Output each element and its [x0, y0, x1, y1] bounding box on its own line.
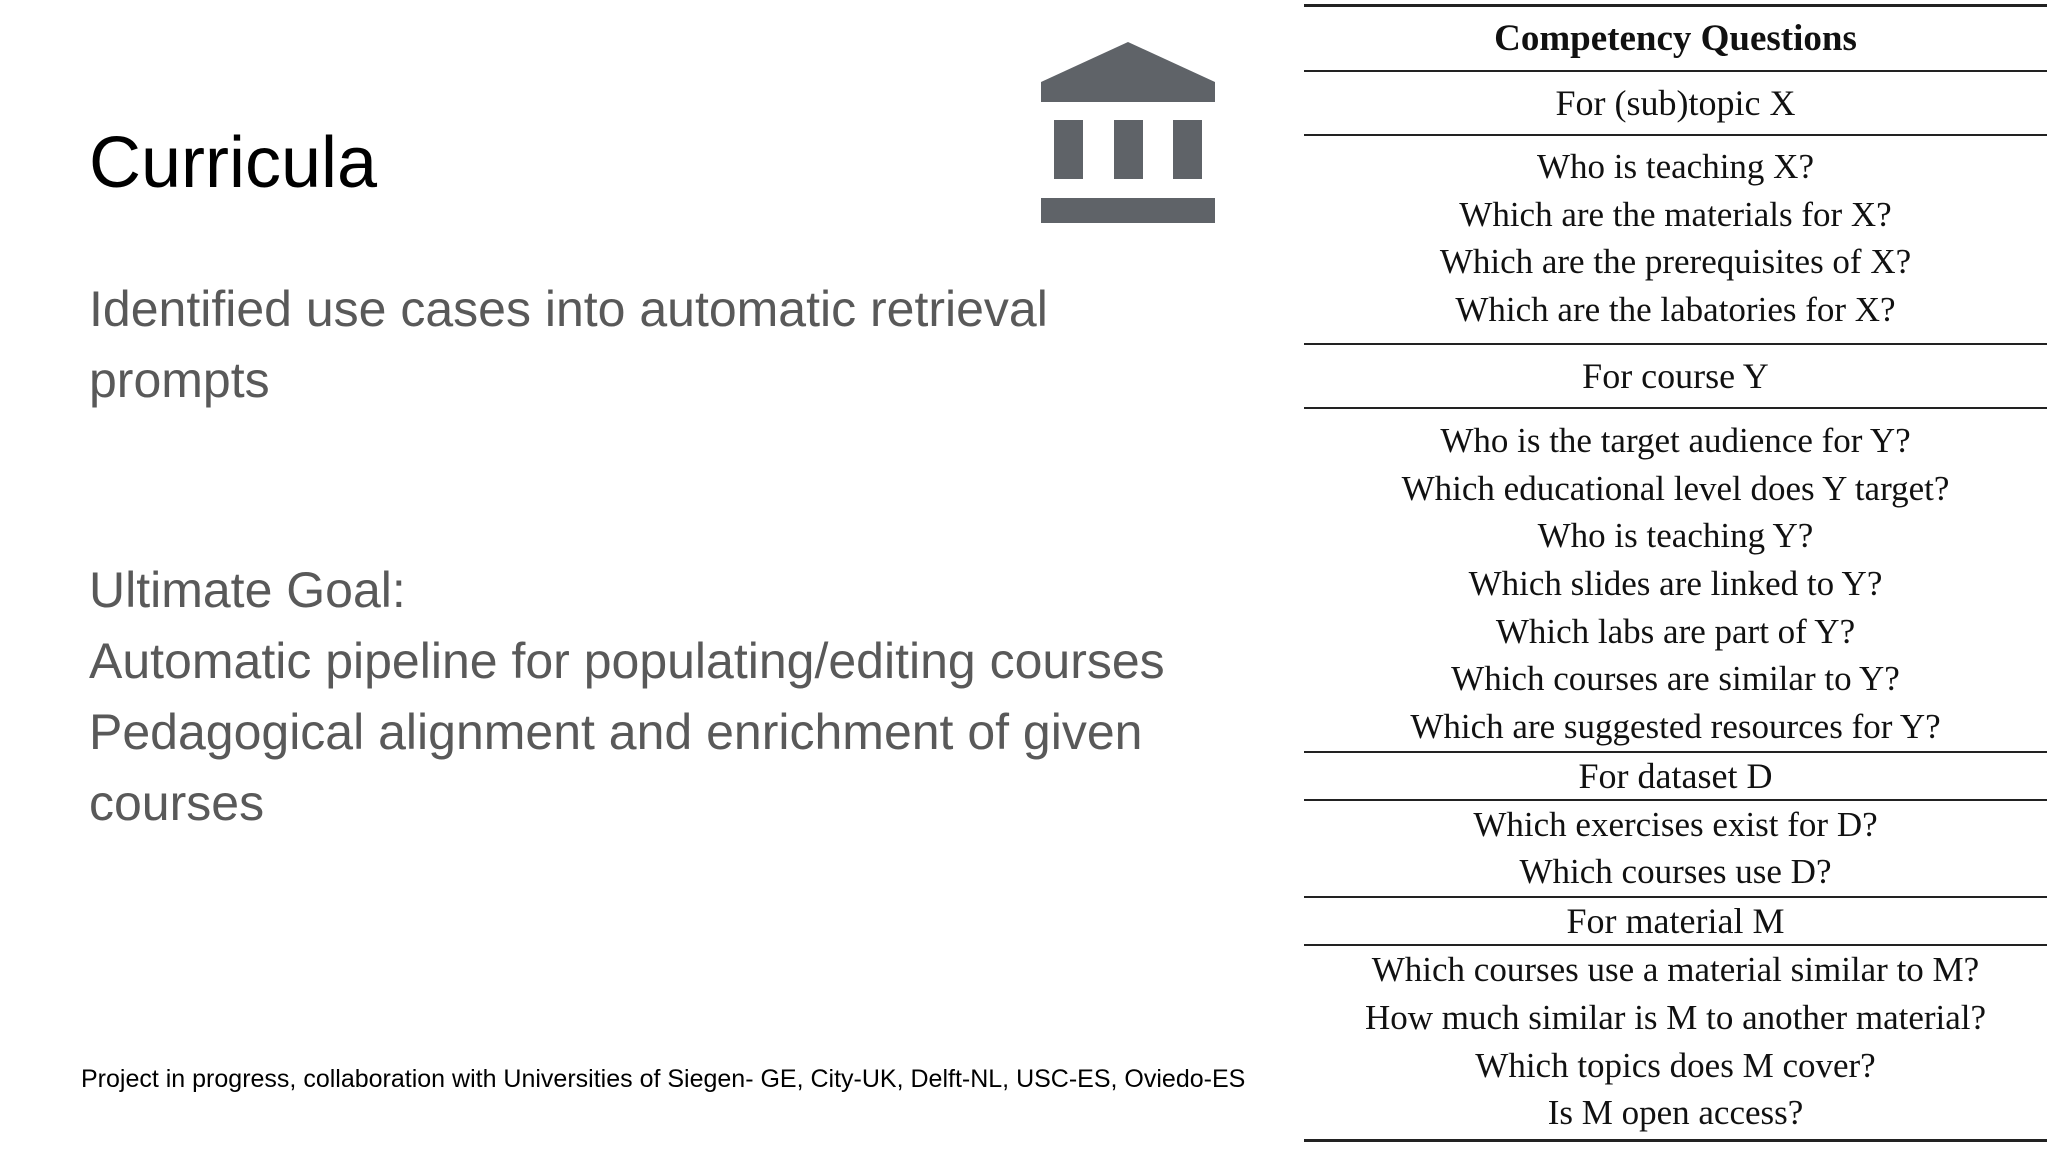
section-label-topic: For (sub)topic X: [1304, 72, 2047, 136]
goal-line: courses: [89, 775, 265, 831]
section-questions-course: [1304, 409, 2047, 753]
goal-line: Automatic pipeline for populating/editing courses: [89, 633, 1165, 689]
question-item: Which are the materials for X?: [1459, 194, 1892, 234]
question-item: Who is teaching X?: [1537, 147, 1814, 186]
section-questions-material: [1304, 946, 2047, 1142]
competency-questions-table: [1304, 4, 2047, 1142]
section-questions-topic: [1304, 136, 2047, 345]
question-item: Which are the labatories for X?: [1455, 290, 1896, 330]
table-header: Competency Questions: [1304, 4, 2047, 72]
question-item: Which courses use a material similar to M?: [1371, 950, 1980, 990]
section-label-course: For course Y: [1304, 345, 2047, 409]
question-item: Which slides are linked to Y?: [1468, 563, 1883, 603]
section-label-dataset: For dataset D: [1304, 753, 2047, 801]
intro-line: Identified use cases into automatic retrieval: [89, 281, 1048, 337]
goal-line: Pedagogical alignment and enrichment of given: [89, 704, 1143, 760]
section-label-material: For material M: [1304, 898, 2047, 946]
project-footnote: Project in progress, collaboration with Universities of Siegen- GE, City-UK, Delft-NL, USC-ES, Oviedo-ES: [81, 1065, 1246, 1093]
question-item: Is M open access?: [1547, 1093, 1804, 1133]
question-item: Which topics does M cover?: [1475, 1045, 1876, 1085]
goal-heading: Ultimate Goal:: [89, 562, 406, 618]
question-item: Who is the target audience for Y?: [1440, 420, 1911, 460]
question-item: Who is teaching Y?: [1537, 516, 1814, 556]
question-item: Which courses are similar to Y?: [1451, 659, 1900, 699]
question-item: Which are the prerequisites of X?: [1439, 242, 1912, 282]
question-item: Which educational level does Y target?: [1401, 468, 1950, 508]
section-questions-dataset: [1304, 801, 2047, 898]
question-item: How much similar is M to another material?: [1364, 997, 1987, 1037]
ultimate-goal-text: [89, 555, 1165, 839]
question-item: Which courses use D?: [1519, 852, 1832, 892]
question-item: Which are suggested resources for Y?: [1410, 707, 1941, 747]
slide-title: Curricula: [89, 123, 378, 203]
intro-text: [89, 274, 1048, 416]
intro-line: prompts: [89, 352, 270, 408]
question-item: Which labs are part of Y?: [1495, 611, 1856, 651]
question-item: Which exercises exist for D?: [1473, 804, 1878, 844]
institution-building-icon: [1040, 40, 1216, 224]
